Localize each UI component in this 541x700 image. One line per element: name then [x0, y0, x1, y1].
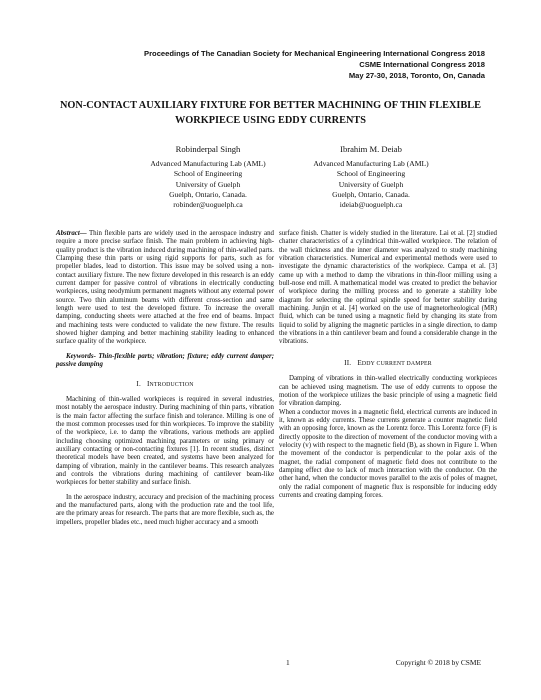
copyright-notice: Copyright © 2018 by CSME: [395, 658, 481, 667]
author-email: ideiab@uoguelph.ca: [339, 200, 403, 210]
author-university: University of Guelph: [175, 179, 241, 189]
title-line-2: WORKPIECE USING EDDY CURRENTS: [175, 115, 366, 126]
conference-line-3: May 27-30, 2018, Toronto, On, Canada: [348, 71, 485, 80]
conference-line-1: Proceedings of The Canadian Society for Mechanical Engineering International Congress 2018: [144, 49, 485, 58]
keywords: Keywords- Thin-flexible parts; vibration; fixture; eddy current damper; passive damping: [56, 352, 274, 369]
right-column: [279, 230, 497, 500]
body-paragraph-2: Damping of vibrations in thin-walled electrically conducting workpieces can be achieved using magnetism. The use of eddy currents to oppose the motion of the workpiece utilizes the basic principle of using a magnetic field for vibration damping.: [279, 375, 497, 408]
abstract-text: Thin flexible parts are widely used in the aerospace industry and require a more precise surface finish. The main problem in achieving high-quality product is the vibration induced during machining of thin-walled parts. Clamping these thin parts or using rigid supports for parts, such as for propeller blades, lead to distortion. This issue may be solved using a non-contact auxiliary fixture. The new fixture developed in this research is an eddy current damper for passive control of vibrations in electrically conducting workpieces, using neodymium permanent magnets without any external power source. Two thin aluminum beams with different cross-section and same length were used to test the developed fixture. To increase the overall damping, conducting sheets were attached at the free end of beams. Impact and machining tests were conducted to validate the new fixture. The results showed higher damping and better machining stability leading to enhanced surface quality of the workpiece.: [56, 230, 274, 346]
author-block-2: [271, 144, 471, 210]
left-column: [56, 230, 274, 527]
author-city: Guelph, Ontario, Canada.: [332, 189, 410, 199]
body-paragraph-1: surface finish. Chatter is widely studied in the literature. Lai et al. [2] studied chatter characteristics of a cylindrical thin-walled workpiece. The relation of the wall thickness and the inner diameter was analyzed to study machining vibration characteristics. Numerical and experimental methods were used to investigate the dynamic characteristics of the workpiece. Campa et al. [3] came up with a method to damp the vibrations in thin-floor milling using a bull-nose end mill. A mathematical model was created to predict the behavior of workpiece during the milling process and to generate a stability lobe diagram for selecting the optimal spindle speed for better stability during machining. Junjin et al. [4] worked on the use of magnetorheological (MR) fluid, which can be tuned using a magnetic field by changing its state from liquid to solid by aligning the magnetic particles in a single direction, to damp the vibrations in a thin cantilever beam and found a considerable change in the vibrations.: [279, 230, 497, 346]
abstract-label: Abstract—: [56, 230, 87, 237]
author-lab: Advanced Manufacturing Lab (AML): [150, 159, 266, 169]
abstract: [56, 230, 274, 347]
author-name: Robinderpal Singh: [175, 144, 241, 154]
section-heading-introduction: I. INTRODUCTION: [136, 379, 194, 388]
author-name: Ibrahim M. Deiab: [340, 144, 402, 154]
paper-title: [40, 98, 501, 128]
conference-header: [65, 48, 485, 81]
author-school: School of Engineering: [336, 169, 406, 179]
author-city: Guelph, Ontario, Canada.: [169, 189, 247, 199]
body-paragraph-3: When a conductor moves in a magnetic field, electrical currents are induced in it, known as eddy currents. These currents generate a counter magnetic field with an opposing force, known as the Lorentz force. This Lorentz force (F) is directly opposite to the direction of movement of the conductor moving with a velocity (v) with respect to the magnetic field (B), as shown in Figure 1. When the movement of the conductor is perpendicular to the polar axis of the magnet, the radial component of magnetic field does not contribute to the damping effect due to lack of much interaction with the conductor. On the other hand, when the conductor moves parallel to the axis of poles of magnet, only the radial component of magnetic flux is responsible for inducing eddy currents and creating damping forces.: [279, 408, 497, 499]
author-email: robinder@uoguelph.ca: [173, 200, 243, 210]
conference-line-2: CSME International Congress 2018: [359, 60, 485, 69]
author-school: School of Engineering: [173, 169, 243, 179]
page-number: 1: [286, 658, 290, 667]
intro-paragraph-1: Machining of thin-walled workpieces is required in several industries, most notably the aerospace industry. During machining of thin parts, vibration is the main factor affecting the surface finish and tolerance. Milling is one of the most common processes used for thin workpieces. To improve the stability of the workpiece, i.e. to damp the vibrations, various methods are applied including choosing optimized machining parameters or using primary or auxiliary contacting or non-contacting fixtures [1]. In recent studies, distinct theoretical models have been created, and systems have been analyzed for damping of vibration, mainly in the cantilever beams. This research analyzes and controls the vibrations during machining of cantilever beam-like workpieces for better stability and surface finish.: [56, 395, 274, 487]
section-heading-eddy-current-damper: II. EDDY CURRENT DAMPER: [344, 358, 432, 367]
title-line-1: NON-CONTACT AUXILIARY FIXTURE FOR BETTER MACHINING OF THIN FLEXIBLE: [59, 100, 482, 111]
author-university: University of Guelph: [338, 179, 404, 189]
author-lab: Advanced Manufacturing Lab (AML): [313, 159, 429, 169]
intro-paragraph-2: In the aerospace industry, accuracy and precision of the machining process and the manufactured parts, along with the production rate and the tool life, are the primary areas for research. The parts that are more flexible, such as, the impellers, propeller blades etc., need much higher accuracy and a smooth: [56, 493, 274, 526]
